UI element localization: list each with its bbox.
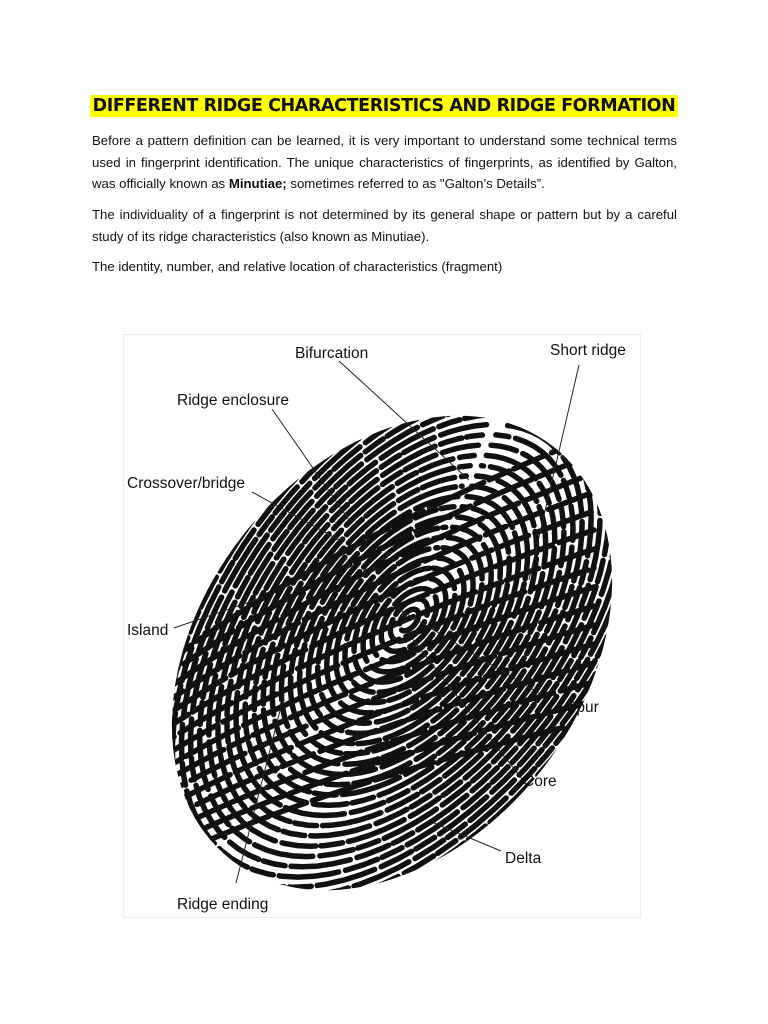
label-core: Core — [523, 773, 557, 790]
paragraph-identity: The identity, number, and relative location of characteristics (fragment) — [92, 259, 503, 274]
label-ridge-enclosure: Ridge enclosure — [177, 392, 290, 409]
label-short-ridge: Short ridge — [550, 342, 626, 359]
fingerprint-diagram — [124, 335, 640, 917]
label-delta: Delta — [505, 850, 542, 867]
label-spur: Spur — [566, 699, 599, 716]
paragraph-individuality: The individuality of a fingerprint is not determined by its general shape or pattern but by a careful study of its ridge characteristics (also known as Minutiae). — [92, 207, 677, 244]
fingerprint-figure — [124, 335, 640, 917]
fingerprint-ridges — [124, 335, 640, 917]
label-island: Island — [127, 622, 169, 639]
paragraph-intro — [92, 130, 677, 195]
minutiae-term: Minutiae; — [228, 176, 287, 191]
intro-text-start: Before a pattern definition can be learned, it is very important to understand some technical terms used in fingerprint identification. The unique characteristics of fingerprints, as identified by Galton, was officially known as — [92, 133, 677, 191]
ridge-lines — [124, 335, 640, 917]
label-crossover-bridge: Crossover/bridge — [127, 475, 246, 492]
label-ridge-ending: Ridge ending — [177, 896, 269, 913]
heading-container — [0, 95, 768, 117]
intro-text-end: sometimes referred to as "Galton’s Details”. — [286, 176, 545, 191]
label-bifurcation: Bifurcation — [295, 345, 369, 362]
page-title: DIFFERENT RIDGE CHARACTERISTICS AND RIDGE FORMATION — [90, 95, 679, 117]
